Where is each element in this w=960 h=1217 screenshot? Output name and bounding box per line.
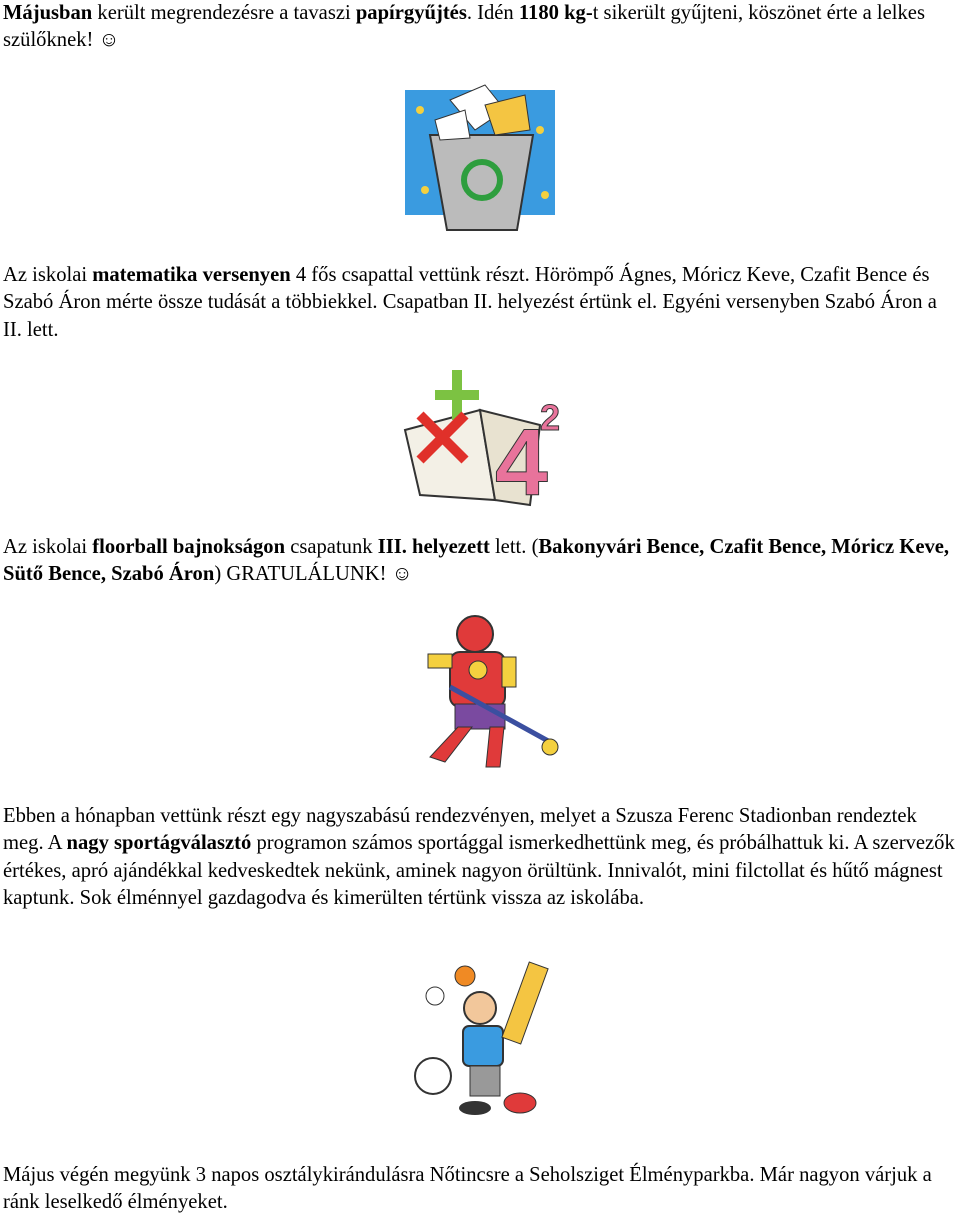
math-book-clipart xyxy=(400,370,565,508)
text-segment: került megrendezésre a tavaszi xyxy=(92,2,356,24)
floorball-player-clipart xyxy=(400,612,565,780)
bold-text-segment: matematika versenyen xyxy=(92,264,291,286)
math-exponent-label: 2 xyxy=(540,397,561,438)
text-segment: 4 fős csapattal vettünk részt. Hörömpő Ágnes, Móricz Keve, Czafit Bence és Szabó Áron mérte össze tudását a többiekkel. Csapatban II. helyezést értünk el. Egyéni versenyben Szabó Áron a II. lett. xyxy=(3,264,937,341)
bold-text-segment: papírgyűjtés xyxy=(355,2,467,24)
text-segment: Az iskolai xyxy=(3,264,93,286)
text-segment: . Idén xyxy=(466,2,519,24)
text-segment: lett. ( xyxy=(489,536,539,558)
svg-text:4: 4 xyxy=(495,410,548,508)
text-segment: Az iskolai xyxy=(3,536,93,558)
recycling-bin-clipart xyxy=(405,80,557,235)
text-segment: t sikerült gyűjteni, köszönet érte a lelkes szülőknek! ☺ xyxy=(3,2,925,52)
text-segment: csapatunk xyxy=(285,536,378,558)
paragraph-floorball xyxy=(3,534,960,589)
bold-text-segment: nagy sportágválasztó xyxy=(66,832,252,855)
text-segment: programon számos sportággal ismerkedhettünk meg, és próbálhattuk ki. A szervezők értékes, apró ajándékkal kedveskedtek nekünk, aminek nagyon örültünk. Innivalót, mini filctollat és hűtő mágnest kaptunk. Sok élménnyel gazdagodva és kimerülten tértünk vissza az iskolába. xyxy=(3,832,955,910)
text-segment: Május végén megyünk 3 napos osztálykirándulásra Nőtincsre a Seholsziget Élményparkba. Már nagyon várjuk a ránk leselkedő élményeket. xyxy=(3,1164,932,1214)
bold-text-segment: Májusban xyxy=(3,2,93,24)
sports-boy-clipart xyxy=(405,948,557,1120)
bold-text-segment: floorball bajnokságon xyxy=(92,536,286,558)
paragraph-sport-event xyxy=(3,803,960,913)
paragraph-paper-collection xyxy=(3,0,960,55)
paragraph-class-trip xyxy=(3,1162,960,1217)
bold-text-segment: III. helyezett xyxy=(377,536,490,558)
text-segment: ) GRATULÁLUNK! ☺ xyxy=(214,563,413,586)
bold-text-segment: 1180 kg- xyxy=(518,2,593,24)
bold-text-segment: Bakonyvári Bence, Czafit Bence, Móricz Keve, Sütő Bence, Szabó Áron xyxy=(3,536,950,586)
paragraph-math-competition xyxy=(3,262,960,344)
text-segment: Ebben a hónapban vettünk részt egy nagyszabású rendezvényen, melyet a Szusza Ferenc Stadionban rendeztek meg. A xyxy=(3,805,917,855)
